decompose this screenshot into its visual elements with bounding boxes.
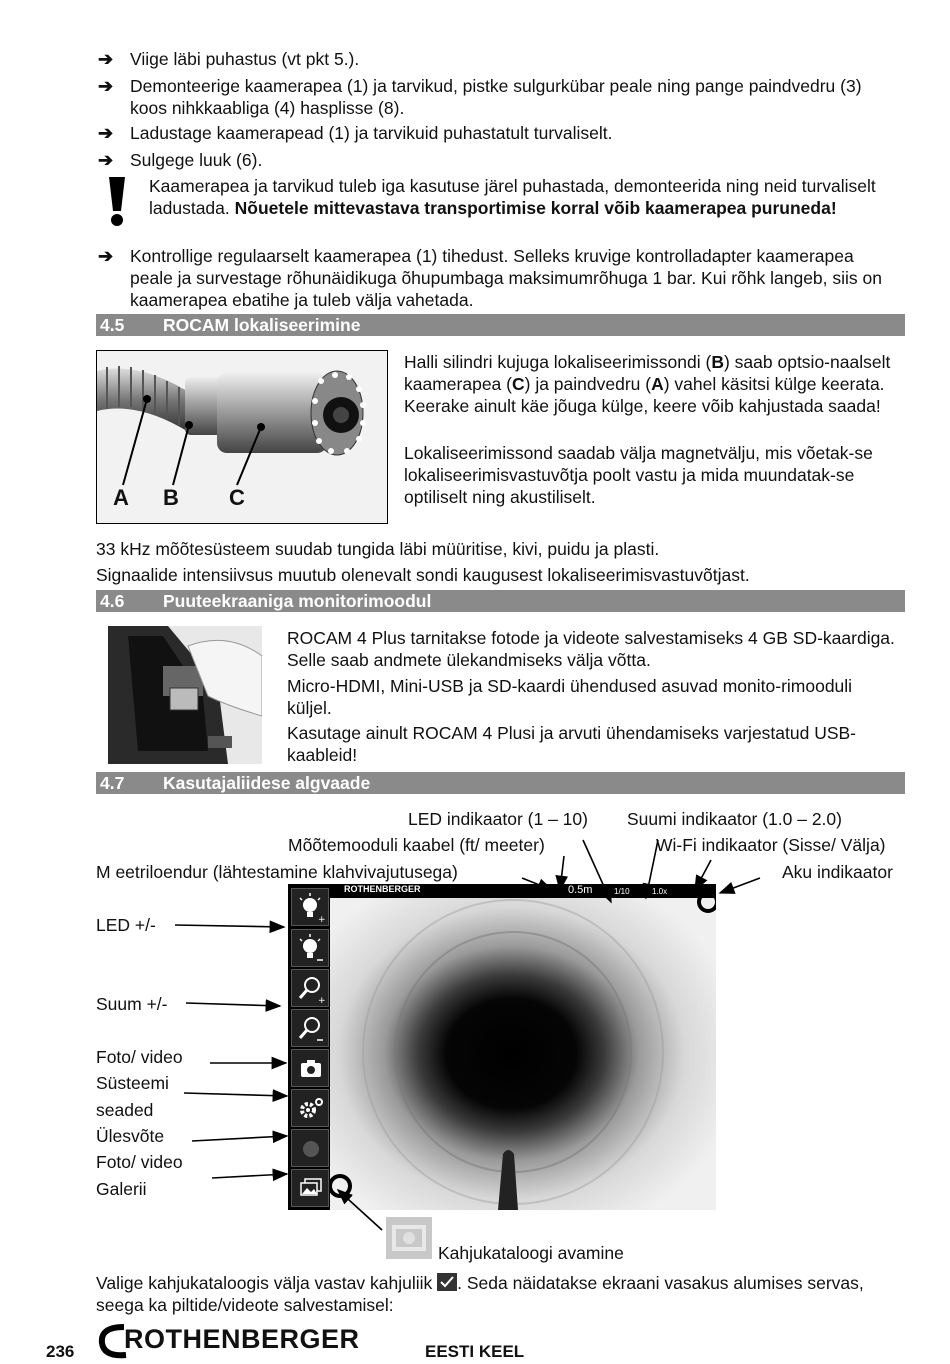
led-indicator-label: LED indikaator (1 – 10) (408, 809, 588, 829)
meter-counter-label: M eetriloendur (lähtestamine klahvivajutusega) (96, 862, 458, 882)
svg-text:+: + (318, 996, 326, 1006)
arrow-bullet-icon: ➔ (98, 49, 114, 69)
section-header-4-5: 4.5 ROCAM lokaliseerimine (96, 314, 905, 336)
bullet-text: Kontrollige regulaarselt kaamerapea (1) tihedust. Selleks kruvige kontrolladapter kaamerapea peale ja survestage rõhunäidikuga õhupumbaga maksimumrõhuga 1 bar. Kui rõhk langeb, siis on kaamerapea ebatihe ja tuleb välja vahetada. (130, 246, 882, 310)
screen-zoom-level: 1.0x (652, 887, 668, 896)
bullet-text: Sulgege luuk (6). (130, 150, 263, 170)
arrow-bullet-icon: ➔ (98, 150, 114, 170)
checkmark-icon (437, 1273, 457, 1291)
label-a: A (113, 485, 129, 510)
gallery-label: Foto/ video (96, 1152, 183, 1172)
label-b: B (163, 485, 179, 510)
bullet-text: Viige läbi puhastus (vt pkt 5.). (130, 49, 360, 69)
photo-video-label: Foto/ video (96, 1047, 183, 1067)
settings-label: Süsteemi (96, 1073, 169, 1093)
sec45-text: Signaalide intensiivsus muutub olenevalt sondi kaugusest lokaliseerimisvastuvõtjast. (96, 565, 750, 585)
sec45-paragraph-2: Lokaliseerimissond saadab välja magnetvälju, mis võetak-se lokaliseerimisvastuvõtja poolt vastu ja mida muundatak-se optiliselt ning akustiliselt. (404, 443, 873, 507)
bullet-text: Ladustage kaamerapead (1) ja tarvikuid puhastatult turvaliselt. (130, 123, 613, 143)
zoom-indicator-label: Suumi indikaator (1.0 – 2.0) (627, 809, 842, 829)
wifi-indicator-label: Wi-Fi indikaator (Sisse/ Välja) (656, 835, 886, 855)
led-label: LED +/- (96, 915, 156, 935)
sec46-paragraph: ROCAM 4 Plus tarnitakse fotode ja videote salvestamiseks 4 GB SD-kaardiga. Selle saab andmete ülekandmiseks välja võtta. (287, 628, 895, 670)
sec45-paragraph-1: Halli silindri kujuga lokaliseerimissondi (B) saab optsio-naalselt kaamerapea (C) ja paindvedru (A) vahel käsitsi külge keerata. Keerake ainult käe jõuga külge, keere võib kahjustada saada! (404, 352, 891, 416)
warning-text: Kaamerapea ja tarvikud tuleb iga kasutuse järel puhastada, demonteerida ning neid turvaliselt ladustada. Nõuetele mittevastava transportimise korral võib kaamerapea puruneda! (149, 176, 876, 218)
language-label: EESTI KEEL (425, 1342, 525, 1361)
section-header-4-7: 4.7 Kasutajaliidese algvaade (96, 772, 905, 794)
section-header-4-6: 4.6 Puuteekraaniga monitorimoodul (96, 590, 905, 612)
zoom-label: Suum +/- (96, 994, 168, 1014)
sec46-paragraph: Micro-HDMI, Mini-USB ja SD-kaardi ühendused asuvad monito-rimooduli küljel. (287, 676, 853, 718)
gallery-label: Galerii (96, 1179, 147, 1199)
screen-distance: 0.5m (568, 884, 593, 896)
closing-paragraph: Valige kahjukataloogis välja vastav kahjuliik . Seda näidatakse ekraani vasakus alumises servas, seega ka piltide/videote salvestamisel: (96, 1273, 864, 1315)
sec45-text: 33 kHz mõõtesüsteem suudab tungida läbi müüritise, kivi, puidu ja plasti. (96, 539, 660, 559)
record-label: Ülesvõte (96, 1126, 165, 1146)
label-c: C (229, 485, 245, 510)
bullet-text: Demonteerige kaamerapea (1) ja tarvikud, pistke sulgurkübar peale ning pange paindvedru (3) koos nihkkaabliga (4) hasplisse (8). (130, 76, 862, 118)
brand-logo-text: ROTHENBERGER (124, 1324, 360, 1354)
arrow-bullet-icon: ➔ (98, 76, 114, 96)
battery-indicator-label: Aku indikaator (782, 862, 893, 882)
svg-text:+: + (318, 915, 326, 925)
damage-catalog-icon[interactable] (386, 1217, 432, 1259)
settings-label: seaded (96, 1100, 154, 1120)
page-number: 236 (46, 1342, 75, 1361)
screen-brand: ROTHENBERGER (344, 884, 421, 894)
sec46-paragraph: Kasutage ainult ROCAM 4 Plusi ja arvuti ühendamiseks varjestatud USB-kaableid! (287, 723, 857, 765)
cable-label: Mõõtemooduli kaabel (ft/ meeter) (288, 835, 545, 855)
damage-catalog-label: Kahjukataloogi avamine (438, 1243, 624, 1263)
arrow-bullet-icon: ➔ (98, 246, 114, 266)
screen-led-level: 1/10 (614, 887, 630, 896)
arrow-bullet-icon: ➔ (98, 123, 114, 143)
